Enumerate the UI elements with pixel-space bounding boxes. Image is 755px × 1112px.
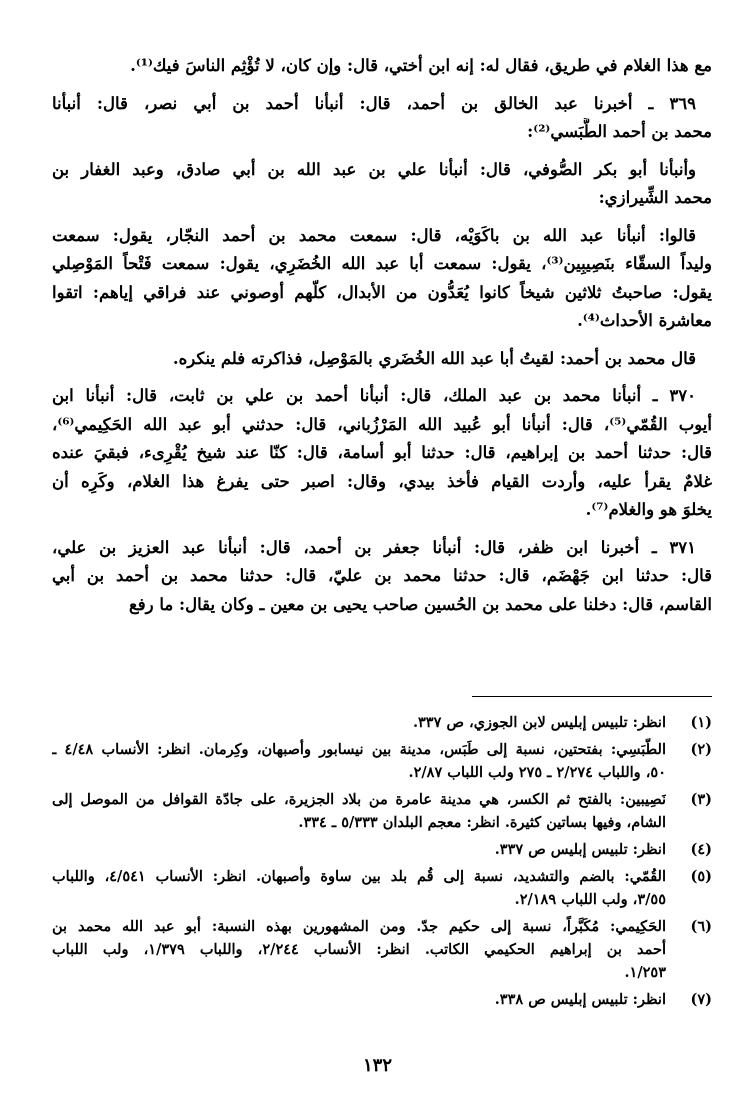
- footnote-number: (٥): [690, 868, 712, 885]
- footnote-number: (٧): [690, 991, 712, 1008]
- text-line: ٣٧١ ـ أخبرنا ابن ظفر، قال: أنبأنا جعفر بن أحمد، قال: أنبأنا عبد العزيز بن علي،: [52, 537, 696, 557]
- text-line: القاسم، قال: دخلنا على محمد بن الحُسين صاحب يحيى بن معين ـ وكان يقال: ما رفع: [129, 594, 712, 614]
- paragraph: [52, 222, 712, 336]
- footnote-line: الطَّبَسِي: بفتحتين، نسبة إلى طَبَس، مدينة بين نيسابور وأصبهان، وكِرمان. انظر: الأنساب ٤/٤٨ ـ: [52, 741, 666, 758]
- text-line: قال: حدثنا أحمد بن إبراهيم، قال: حدثنا أبو أسامة، قال: كنّا عند شيخ يُقْرِىء، فبقيَ عنده: [52, 443, 712, 462]
- text-line: قالوا: أنبأنا عبد الله بن باكَوَيْه، قال: سمعت محمد بن أحمد النجّار، يقول: سمعت: [52, 225, 696, 245]
- footnote: [52, 838, 712, 861]
- footnote-text: [52, 738, 666, 784]
- footnote-line: ٣/٥٥، ولب اللباب ٢/١٨٩.: [514, 891, 666, 908]
- paragraph: [52, 156, 712, 213]
- footnote-line: الحَكِيمي: مُكَبَّراً، نسبة إلى حكيم جدّ. ومن المشهورين بهذه النسبة: أبو عبد الله محمد بن: [52, 918, 666, 935]
- text-line: محمد بن أحمد الطَّبَسي⁽²⁾:: [527, 122, 712, 141]
- paragraph: [52, 52, 712, 81]
- footnote: [52, 865, 712, 911]
- paragraph: [52, 534, 712, 620]
- footnote-text: [52, 788, 666, 834]
- footnote-text: [52, 711, 666, 734]
- footnote-line: القُمّي: بالضم والتشديد، نسبة إلى قُم بلد بين ساوة وأصبهان. انظر: الأنساب ٤/٥٤١، واللباب: [52, 868, 666, 885]
- text-line: مع هذا الغلام في طريق، فقال له: إنه ابن أختي، قال: وإن كان، لا تُؤْثِم الناسَ فيك⁽¹⁾.: [130, 56, 712, 75]
- text-line: قال محمد بن أحمد: لقيتُ أبا عبد الله الخُضَري بالمَوْصِل، فذاكرته فلم ينكره.: [172, 348, 696, 368]
- text-line: غلامٌ يقرأ عليه، وأردت القيام فأخذ بيدي، وقال: اصبر حتى يفرغ هذا الغلام، وكَرِه أن: [52, 471, 712, 491]
- main-text: [52, 52, 712, 628]
- page-number: ١٣٢: [362, 1055, 392, 1076]
- footnote-line: انظر: تلبيس إبليس ص ٣٣٧.: [494, 841, 666, 858]
- text-line: معاشرة الأحداث⁽⁴⁾.: [577, 311, 712, 330]
- footnote: [52, 711, 712, 734]
- footnotes-section: [52, 696, 712, 1015]
- footnote-line: انظر: تلبيس إبليس لابن الجوزي، ص ٣٣٧.: [412, 714, 666, 731]
- text-line: يقول: صاحبتُ ثلاثين شيخاً كانوا يُعَدُّون من الأبدال، كلّهم أوصوني عند فراقي إياهم: اتقوا: [52, 282, 712, 302]
- footnote-number: (٦): [690, 918, 712, 935]
- footnote-line: انظر: تلبيس إبليس ص ٣٣٨.: [494, 991, 666, 1008]
- text-line: وليداً السقّاء بنَصِيبِين⁽³⁾، يقول: سمعت أبا عبد الله الخُضَرِي، يقول: سمعت فَتْحاً المَوْصِلي: [52, 254, 712, 273]
- text-line: قال: حدثنا ابن جَهْضَم، قال: حدثنا محمد بن عليّ، قال: حدثنا محمد بن أحمد بن أبي: [52, 566, 712, 585]
- text-line: وأنبأنا أبو بكر الصُّوفي، قال: أنبأنا علي بن عبد الله بن أبي صادق، وعبد الغفار بن: [52, 159, 696, 179]
- paragraph: [52, 382, 712, 525]
- footnote-divider: [472, 696, 712, 697]
- footnote-number: (٣): [690, 791, 712, 808]
- text-line: ٣٦٩ ـ أخبرنا عبد الخالق بن أحمد، قال: أنبأنا أحمد بن أبي نصر، قال: أنبأنا: [52, 93, 696, 113]
- footnote: [52, 988, 712, 1011]
- footnote-line: الشام، وفيها بساتين كثيرة. انظر: معجم البلدان ٥/٣٣٣ ـ ٣٣٤.: [298, 814, 666, 831]
- text-line: يخلوَ هو والغلام⁽⁷⁾.: [585, 500, 712, 519]
- text-line: أيوب القُمّي⁽⁵⁾، قال: أنبأنا أبو عُبيد الله المَرْزُباني، قال: حدثني أبو عبد الله الحَكِيمي⁽⁶⁾،: [52, 414, 712, 434]
- text-line: محمد الشِّيرازي:: [598, 188, 712, 207]
- footnote-text: [52, 988, 666, 1011]
- footnote: [52, 915, 712, 984]
- footnote-text: [52, 865, 666, 911]
- text-line: ٣٧٠ ـ أنبأنا محمد بن عبد الملك، قال: أنبأنا أحمد بن علي بن ثابت، قال: أنبأنا ابن: [52, 386, 696, 405]
- paragraph: [52, 90, 712, 147]
- footnote-line: ٥٠، واللباب ٢/٢٧٤ ـ ٢٧٥ ولب اللباب ٢/٨٧.: [408, 764, 666, 781]
- footnote-line: نَصِيبين: بالفتح ثم الكسر، هي مدينة عامرة من بلاد الجزيرة، على جادّة القوافل من الموصل إلى: [52, 791, 666, 808]
- footnote-number: (١): [690, 714, 712, 731]
- footnote-number: (٤): [690, 841, 712, 858]
- footnote-text: [52, 838, 666, 861]
- footnote-number: (٢): [690, 741, 712, 758]
- footnote-line: أحمد بن إبراهيم الحكيمي الكاتب. انظر: الأنساب ٢/٢٤٤، واللباب ١/٣٧٩، ولب اللباب: [52, 941, 666, 958]
- footnote-list: [52, 711, 712, 1011]
- footnote-line: ١/٢٥٣.: [624, 964, 666, 981]
- paragraph: [52, 345, 712, 374]
- footnote: [52, 738, 712, 784]
- footnote-text: [52, 915, 666, 984]
- footnote: [52, 788, 712, 834]
